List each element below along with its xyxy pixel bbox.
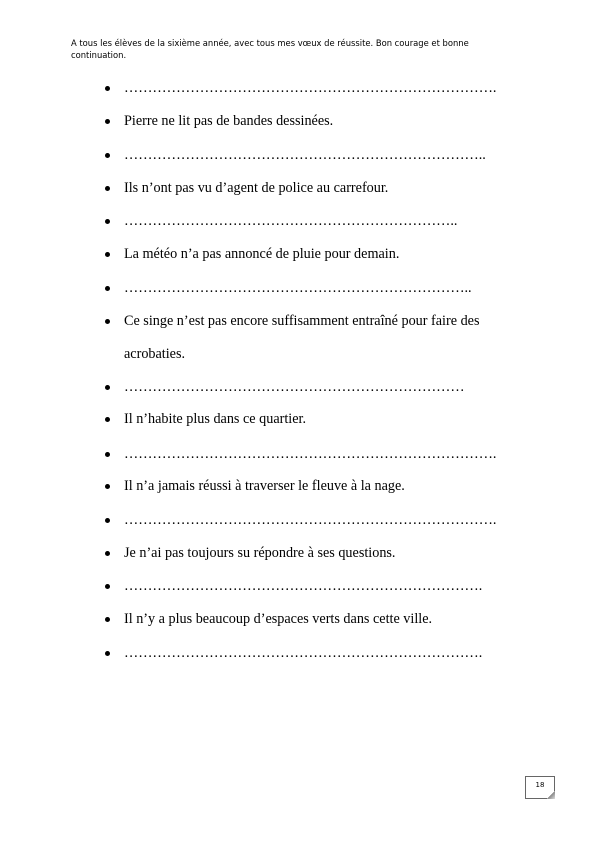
sentence: Il n’habite plus dans ce quartier.: [124, 411, 307, 427]
answer-line: ………………………………………………………………: [124, 379, 465, 395]
page-number: 18: [535, 781, 545, 789]
answer-line: ……………………………………………………………..: [124, 213, 458, 229]
bullet-icon: [105, 219, 110, 224]
bullet-icon: [105, 584, 110, 589]
sentence: Ils n’ont pas vu d’agent de police au carrefour.: [124, 180, 389, 196]
bullet-icon: [105, 452, 110, 457]
sentence: Ce singe n’est pas encore suffisamment entraîné pour faire des acrobaties.: [124, 313, 480, 362]
bullet-icon: [105, 551, 110, 556]
page-number-box: [525, 776, 555, 799]
bullet-icon: [105, 385, 110, 390]
answer-line: ………………………………………………………………..: [124, 280, 472, 296]
bullet-icon: [105, 86, 110, 91]
bullet-icon: [105, 186, 110, 191]
sentence: Pierre ne lit pas de bandes dessinées.: [124, 113, 334, 129]
sentence: La météo n’a pas annoncé de pluie pour demain.: [124, 246, 400, 262]
bullet-icon: [105, 252, 110, 257]
answer-line: …………………………………………………………………….: [124, 512, 497, 528]
sentence: Je n’ai pas toujours su répondre à ses questions.: [124, 545, 396, 561]
bullet-icon: [105, 319, 110, 324]
bullet-icon: [105, 651, 110, 656]
bullet-icon: [105, 617, 110, 622]
sentence: Il n’y a plus beaucoup d’espaces verts dans cette ville.: [124, 611, 433, 627]
bullet-icon: [105, 286, 110, 291]
answer-line: …………………………………………………………………….: [124, 80, 497, 96]
page-fold-icon: [547, 791, 555, 799]
sentence: Il n’a jamais réussi à traverser le fleuve à la nage.: [124, 478, 405, 494]
bullet-icon: [105, 484, 110, 489]
answer-line: …………………………………………………………………….: [124, 446, 497, 462]
bullet-icon: [105, 119, 110, 124]
answer-line: ………………………………………………………………….: [124, 645, 483, 661]
header-text: A tous les élèves de la sixième année, avec tous mes vœux de réussite. Bon courage et bonne continuation.: [71, 38, 469, 60]
answer-line: ………………………………………………………………….: [124, 578, 483, 594]
bullet-icon: [105, 153, 110, 158]
bullet-icon: [105, 518, 110, 523]
answer-line: …………………………………………………………………..: [124, 147, 486, 163]
bullet-icon: [105, 417, 110, 422]
